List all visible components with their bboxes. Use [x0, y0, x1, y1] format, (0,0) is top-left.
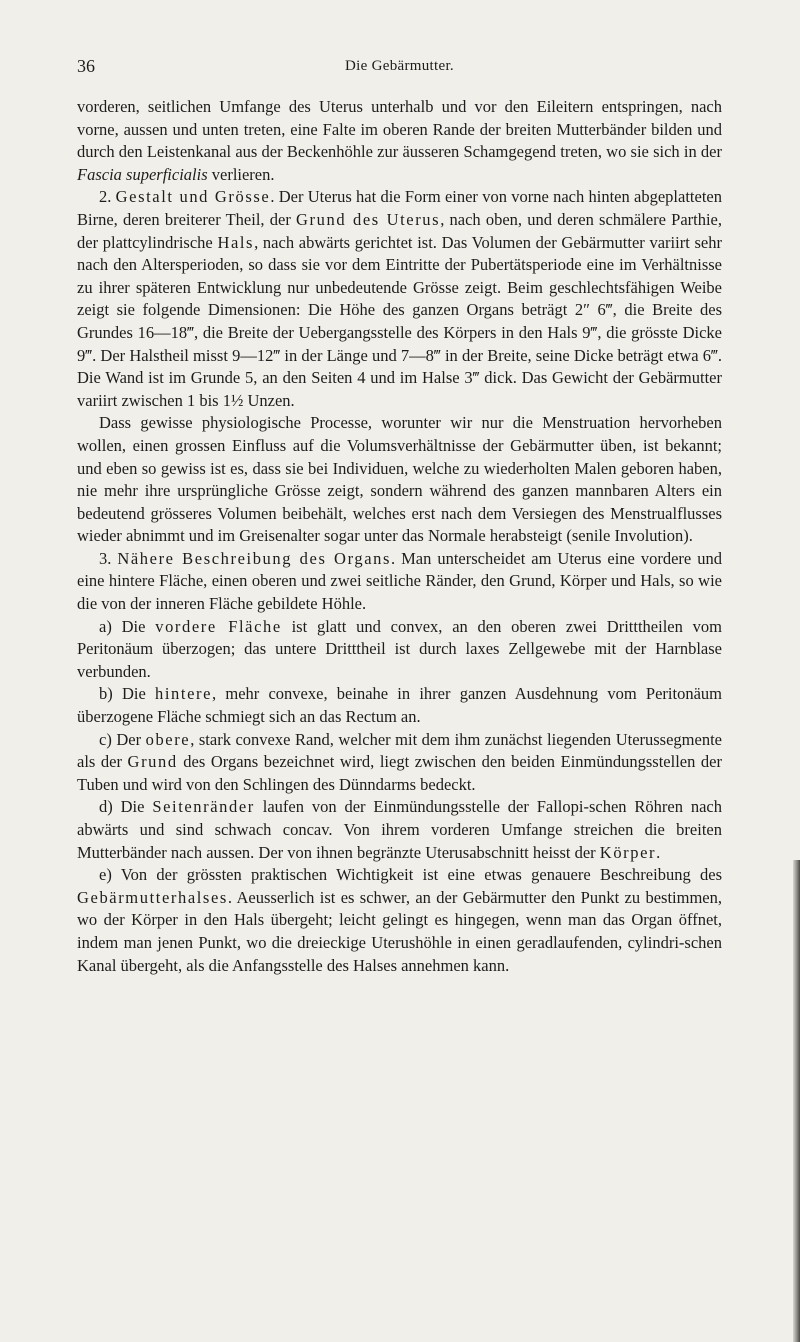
spaced-term: Gestalt und Grösse [115, 187, 271, 207]
text-run: des Organs bezeichnet wird, liegt zwischen den beiden Einmündungsstellen der Tuben und wird von den Schlingen des Dünndarms bedeckt. [77, 752, 722, 794]
text-run: a) Die [99, 616, 156, 636]
text-run: . [656, 842, 661, 862]
text-run: e) Von der grössten praktischen Wichtigkeit ist eine etwas genauere Beschreibung des [99, 865, 722, 885]
text-run: laufen von der Einmündungsstelle der Fallopi-schen Röhren nach abwärts und sind schwach concav. Von ihrem vorderen Umfange streichen die breiten Mutterbänder nach aussen. Der von ihnen begränzte Uterusabschnitt heisst der [77, 797, 722, 862]
paragraph-shape-size [77, 186, 722, 412]
text-run: Dass gewisse physiologische Processe, worunter wir nur die Menstruation hervorheben wollen, einen grossen Einfluss auf die Volumsverhältnisse der Gebärmutter üben, ist bekannt; und eben so gewiss ist es, dass sie bei Individuen, welche zu wiederholten Malen geboren haben, nie mehr ihre ursprüngliche Grösse zeigt, sondern während des ganzen mannbaren Alters ein bedeutend grösseres Volumen beibehält, welches erst nach dem Versiegen des Menstrualflusses wieder abnimmt und im Greisenalter sogar unter das Normale herabsteigt (senile Involution). [77, 413, 722, 546]
text-run: c) Der [99, 729, 146, 749]
text-run: d) Die [99, 797, 153, 817]
italic-term: Fascia superficialis [77, 164, 208, 184]
text-run: verlieren. [207, 164, 275, 184]
spaced-term: Grund [127, 752, 178, 772]
text-run: 2. [99, 187, 116, 207]
paragraph-posterior-surface [77, 683, 722, 728]
text-run: vorderen, seitlichen Umfange des Uterus unterhalb und vor den Eileitern entspringen, nach vorne, aussen und unten treten, eine Falte im oberen Rande der breiten Mutterbänder bilden und durch den Leistenkanal aus der Beckenhöhle zur äusseren Schamgegend treten, wo sie sich in der [77, 97, 722, 162]
text-run: ist glatt und convex, an den oberen zwei Dritttheilen vom Peritonäum überzogen; das untere Dritttheil ist durch laxes Zellgewebe mit der Harnblase verbunden. [77, 616, 722, 681]
body-text [77, 96, 722, 977]
text-run: , nach abwärts gerichtet ist. Das Volumen der Gebärmutter variirt sehr nach den Altersperioden, so dass sie vor dem Eintritte der Pubertätsperiode eine im Verhältnisse zu ihrer späteren Entwicklung nur unbedeutende Grösse zeigt. Beim geschlechtsfähigen Weibe zeigt sie folgende Dimensionen: Die Höhe des ganzen Organs beträgt 2″ 6‴, die Breite des Grundes 16—18‴, die Breite der Uebergangsstelle des Körpers in den Hals 9‴, die grösste Dicke 9‴. Der Halstheil misst 9—12‴ in der Länge und 7—8‴ in der Breite, seine Dicke beträgt etwa 6‴. Die Wand ist im Grunde 5, an den Seiten 4 und im Halse 3‴ dick. Das Gewicht der Gebärmutter variirt zwischen 1 bis 1½ Unzen. [77, 232, 722, 410]
text-run: , nach oben, und deren schmälere Parthie, der plattcylindrische [77, 209, 723, 252]
spaced-term: Körper [599, 842, 657, 862]
page-header [77, 56, 722, 78]
spaced-term: hintere [155, 684, 213, 704]
spaced-term: obere [145, 729, 191, 749]
spaced-term: vordere Fläche [155, 616, 282, 636]
page-number: 36 [77, 56, 95, 76]
paragraph-side-borders [77, 796, 722, 864]
spaced-term: Seitenränder [152, 797, 255, 817]
paragraph-cervix [77, 864, 722, 977]
running-title: Die Gebärmutter. [345, 58, 454, 74]
text-run: . Der Uterus hat die Form einer von vorne nach hinten abgeplatteten Birne, deren breiterer Theil, der [77, 187, 722, 229]
paragraph-physiology [77, 412, 722, 548]
page-edge-shadow [793, 860, 800, 1342]
paragraph-upper-border [77, 729, 722, 797]
text-run: b) Die [99, 684, 155, 704]
text-run: . Aeusserlich ist es schwer, an der Gebärmutter den Punkt zu bestimmen, wo der Körper in den Hals übergeht; leicht gelingt es hingegen, wenn man das Organ öffnet, indem man jenen Punkt, wo die dreieckige Uterushöhle in einen geradlaufenden, cylindri-schen Kanal übergeht, als die Anfangsstelle des Halses annehmen kann. [77, 887, 722, 975]
paragraph-description [77, 548, 722, 616]
text-run: , stark convexe Rand, welcher mit dem ihm zunächst liegenden Uterussegmente als der [77, 729, 722, 772]
text-run: 3. [99, 548, 118, 568]
text-run: , mehr convexe, beinahe in ihrer ganzen Ausdehnung vom Peritonäum überzogene Fläche schmiegt sich an das Rectum an. [77, 684, 722, 727]
spaced-term: Hals [217, 232, 255, 252]
paragraph-continuation [77, 96, 722, 186]
spaced-term: Gebärmutterhalses [77, 887, 228, 907]
text-run: . Man unterscheidet am Uterus eine vordere und eine hintere Fläche, einen oberen und zwei seitliche Ränder, den Grund, Körper und Hals, so wie die von der inneren Fläche gebildete Höhle. [77, 548, 722, 614]
spaced-term: Grund des Uterus [296, 209, 441, 229]
paragraph-anterior-surface [77, 616, 722, 684]
spaced-term: Nähere Beschreibung des Organs [117, 548, 392, 568]
